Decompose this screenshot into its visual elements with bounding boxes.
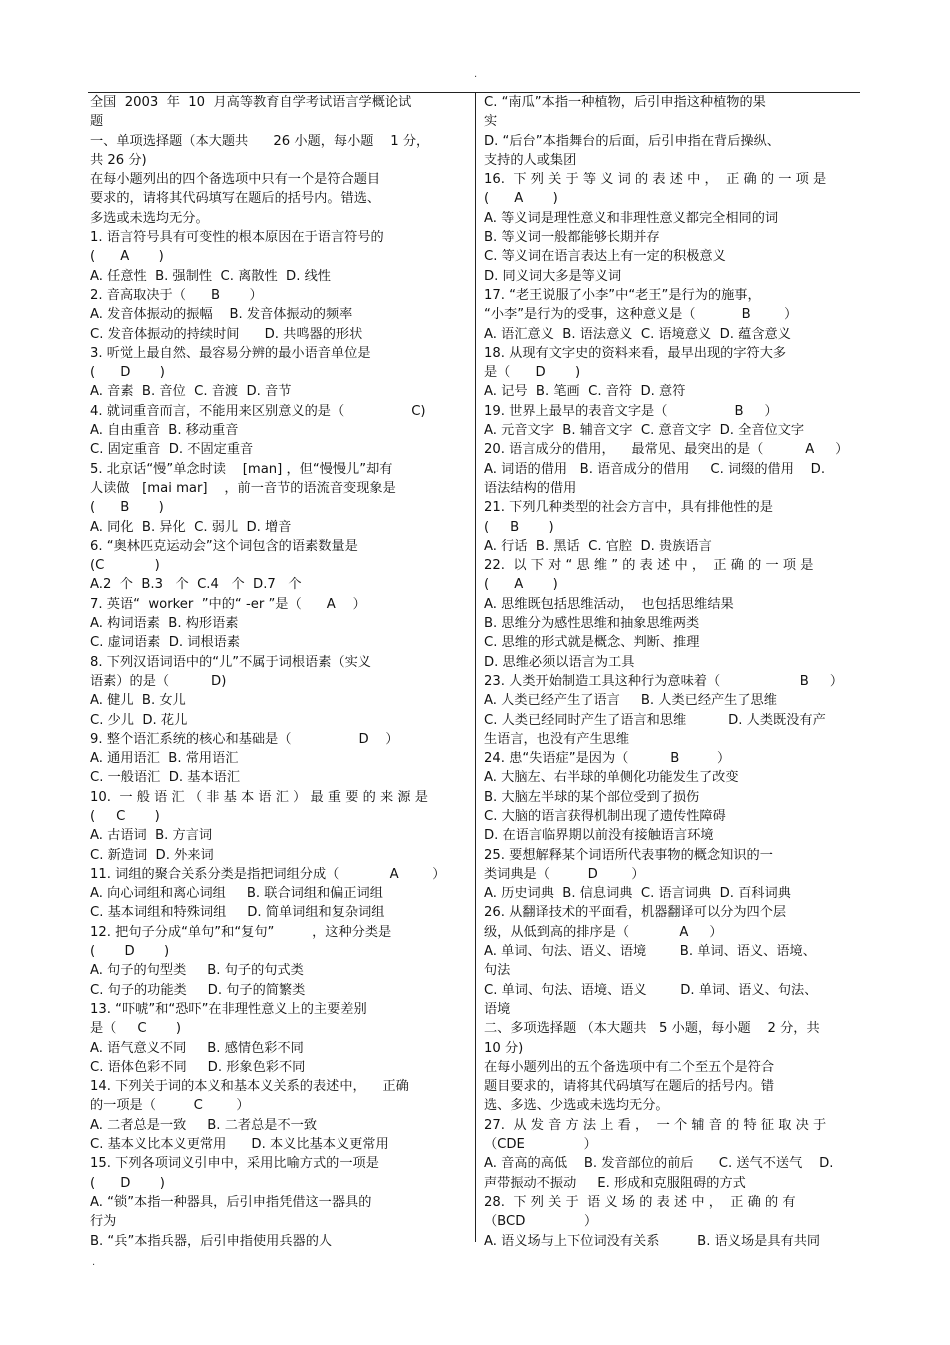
text-line: “小李”是行为的受事，这种意义是（ B ） — [484, 307, 798, 323]
text-line: 共 26 分) — [90, 152, 147, 168]
text-line: 生语言，也没有产生思维 — [484, 731, 630, 747]
text-line: C. 一般语汇 D. 基本语汇 — [90, 770, 241, 786]
text-line: 实 — [484, 114, 498, 130]
text-line: 11. 词组的聚合关系分类是指把词组分成（ A ） — [90, 866, 446, 882]
text-line: 9. 整个语汇系统的核心和基础是（ D ） — [90, 731, 399, 747]
text-line: ( C ) — [90, 808, 160, 824]
text-line: 20. 语言成分的借用， 最常见、最突出的是（ A ） — [484, 442, 849, 458]
text-line: C. 基本义比本义更常用 D. 本义比基本义更常用 — [90, 1137, 389, 1153]
text-line: A. 健儿 B. 女儿 — [90, 693, 186, 709]
text-line: 10 分) — [484, 1040, 524, 1056]
text-line: A.2 个 B.3 个 C.4 个 D.7 个 — [90, 577, 302, 593]
text-line: 13. “吓唬”和“恐吓”在非理性意义上的主要差别 — [90, 1001, 367, 1017]
text-line: 选、多选、少选或未选均无分。 — [484, 1098, 669, 1114]
text-line: ( B ) — [90, 500, 164, 516]
text-line: B. 思维分为感性思维和抽象思维两类 — [484, 616, 700, 632]
text-line: C. 新造词 D. 外来词 — [90, 847, 214, 863]
text-line: 4. 就词重音而言，不能用来区别意义的是（ C) — [90, 403, 426, 419]
text-line: 语素）的是（ D) — [90, 673, 227, 689]
text-line: 5. 北京话“慢”单念时读 [man] ，但“慢慢儿”却有 — [90, 461, 393, 477]
text-line: A. 任意性 B. 强制性 C. 离散性 D. 线性 — [90, 268, 331, 284]
text-line: D. 同义词大多是等义词 — [484, 268, 622, 284]
text-line: A. 行话 B. 黑话 C. 官腔 D. 贵族语言 — [484, 538, 712, 554]
text-line: C. 语体色彩不同 D. 形象色彩不同 — [90, 1059, 306, 1075]
text-line: 1. 语言符号具有可变性的根本原因在于语言符号的 — [90, 230, 384, 246]
text-line: C. 句子的功能类 D. 句子的简繁类 — [90, 982, 306, 998]
text-line: ( D ) — [90, 365, 165, 381]
text-line: A. 语气意义不同 B. 感情色彩不同 — [90, 1040, 304, 1056]
text-line: 6. “奥林匹克运动会”这个词包含的语素数量是 — [90, 538, 358, 554]
text-line: C. 思维的形式就是概念、判断、推理 — [484, 635, 700, 651]
text-line: ( D ) — [90, 944, 170, 960]
text-line: 26. 从翻译技术的平面看，机器翻译可以分为四个层 — [484, 905, 787, 921]
text-line: B. 大脑左半球的某个部位受到了损伤 — [484, 789, 700, 805]
text-line: B. “兵”本指兵器，后引申指使用兵器的人 — [90, 1233, 333, 1249]
text-line: C. 固定重音 D. 不固定重音 — [90, 442, 254, 458]
text-line: (C ) — [90, 558, 160, 574]
text-line: A. 人类已经产生了语言 B. 人类已经产生了思维 — [484, 693, 777, 709]
text-line: A. 句子的句型类 B. 句子的句式类 — [90, 963, 304, 979]
bottom-dot-mark: . — [92, 1257, 96, 1268]
text-line: 17. “老王说服了小李”中“老王”是行为的施事， — [484, 287, 761, 303]
text-line: （CDE ） — [484, 1137, 597, 1153]
text-line: C. 少儿 D. 花儿 — [90, 712, 188, 728]
text-line: 二、多项选择题 （本大题共 5 小题，每小题 2 分，共 — [484, 1021, 820, 1037]
text-line: A. 元音文字 B. 辅音文字 C. 意音文字 D. 全音位文字 — [484, 423, 805, 439]
text-line: 2. 音高取决于（ B ） — [90, 287, 263, 303]
text-line: C. 大脑的语言获得机制出现了遗传性障碍 — [484, 808, 726, 824]
text-line: 15. 下列各项词义引申中，采用比喻方式的一项是 — [90, 1156, 379, 1172]
text-line: 人读做 [mai mar] ，前一音节的语流音变现象是 — [90, 480, 396, 496]
top-dot-mark: . — [474, 69, 478, 80]
text-line: 级，从低到高的排序是（ A ） — [484, 924, 723, 940]
text-line: ( B ) — [484, 519, 554, 535]
text-line: A. 等义词是理性意义和非理性意义都完全相同的词 — [484, 210, 779, 226]
text-line: ( A ) — [484, 577, 558, 593]
text-line: D. 思维必须以语言为工具 — [484, 654, 635, 670]
text-line: A. 发音体振动的振幅 B. 发音体振动的频率 — [90, 307, 353, 323]
text-line: 16. 下 列 关 于 等 义 词 的 表 述 中 ， 正 确 的 一 项 是 — [484, 172, 827, 188]
text-line: 14. 下列关于词的本义和基本义关系的表述中， 正确 — [90, 1079, 409, 1095]
text-line: C. 虚词语素 D. 词根语素 — [90, 635, 241, 651]
text-line: A. 单词、句法、语义、语境 B. 单词、语义、语境、 — [484, 944, 816, 960]
text-line: 语法结构的借用 — [484, 480, 577, 496]
text-line: 23. 人类开始制造工具这种行为意味着（ B ） — [484, 673, 844, 689]
text-line: 全国 2003 年 10 月高等教育自学考试语言学概论试 — [90, 95, 412, 110]
text-line: 3. 听觉上最自然、最容易分辨的最小语音单位是 — [90, 345, 371, 361]
text-line: 19. 世界上最早的表音文字是（ B ） — [484, 403, 778, 419]
text-line: 25. 要想解释某个词语所代表事物的概念知识的一 — [484, 847, 773, 863]
text-line: C. 等义词在语言表达上有一定的积极意义 — [484, 249, 726, 265]
text-line: 是（ D ) — [484, 365, 581, 381]
text-line: 支持的人或集团 — [484, 152, 577, 168]
text-line: A. 古语词 B. 方言词 — [90, 828, 213, 844]
text-line: A. 同化 B. 异化 C. 弱儿 D. 增音 — [90, 519, 292, 535]
text-line: 27. 从 发 音 方 法 上 看 ， 一 个 辅 音 的 特 征 取 决 于 — [484, 1117, 827, 1133]
text-line: C. 单词、句法、语境、语义 D. 单词、语义、句法、 — [484, 982, 818, 998]
text-line: 10. 一 般 语 汇 （ 非 基 本 语 汇 ） 最 重 要 的 来 源 是 — [90, 789, 428, 805]
text-line: 28. 下 列 关 于 语 义 场 的 表 述 中 ， 正 确 的 有 — [484, 1194, 796, 1210]
column-divider — [475, 92, 476, 1242]
text-line: 要求的，请将其代码填写在题后的括号内。错选、 — [90, 191, 381, 207]
text-line: 24. 患“失语症”是因为（ B ） — [484, 751, 731, 767]
text-line: C. 发音体振动的持续时间 D. 共鸣器的形状 — [90, 326, 363, 342]
text-line: 的一项是（ C ） — [90, 1098, 250, 1114]
text-line: 是（ C ) — [90, 1021, 182, 1037]
text-line: 类词典是（ D ） — [484, 866, 645, 882]
text-line: 8. 下列汉语词语中的“儿”不属于词根语素（实义 — [90, 654, 371, 670]
text-line: （BCD ） — [484, 1214, 598, 1230]
text-line: D. “后台”本指舞台的后面，后引申指在背后操纵、 — [484, 133, 780, 149]
text-line: 多选或未选均无分。 — [90, 210, 209, 226]
text-line: 行为 — [90, 1214, 117, 1230]
text-line: A. 构词语素 B. 构形语素 — [90, 616, 239, 632]
text-line: A. 大脑左、右半球的单侧化功能发生了改变 — [484, 770, 739, 786]
text-line: 题目要求的，请将其代码填写在题后的括号内。错 — [484, 1079, 775, 1095]
text-line: 在每小题列出的五个备选项中有二个至五个是符合 — [484, 1059, 775, 1075]
text-line: D. 在语言临界期以前没有接触语言环境 — [484, 828, 714, 844]
text-line: 语境 — [484, 1001, 511, 1017]
text-line: 21. 下列几种类型的社会方言中，具有排他性的是 — [484, 500, 773, 516]
text-line: C. 基本词组和特殊词组 D. 简单词组和复杂词组 — [90, 905, 385, 921]
text-line: A. 音素 B. 音位 C. 音渡 D. 音节 — [90, 384, 292, 400]
text-line: 句法 — [484, 963, 511, 979]
text-line: A. 历史词典 B. 信息词典 C. 语言词典 D. 百科词典 — [484, 886, 791, 902]
text-line: A. 音高的高低 B. 发音部位的前后 C. 送气不送气 D. — [484, 1156, 834, 1172]
text-line: 一、单项选择题（本大题共 26 小题，每小题 1 分， — [90, 133, 430, 149]
text-line: ( A ) — [484, 191, 558, 207]
text-line: 12. 把句子分成“单句”和“复句” ，这种分类是 — [90, 924, 392, 940]
text-line: A. 通用语汇 B. 常用语汇 — [90, 751, 239, 767]
text-line: ( D ) — [90, 1175, 165, 1191]
text-line: A. 语汇意义 B. 语法意义 C. 语境意义 D. 蕴含意义 — [484, 326, 791, 342]
text-line: 7. 英语“ worker ”中的“ -er ”是（ A ） — [90, 596, 366, 612]
text-line: 18. 从现有文字史的资料来看，最早出现的字符大多 — [484, 345, 787, 361]
text-line: A. “锁”本指一种器具，后引申指凭借这一器具的 — [90, 1194, 372, 1210]
text-line: A. 思维既包括思维活动， 也包括思维结果 — [484, 596, 734, 612]
text-line: 在每小题列出的四个备选项中只有一个是符合题目 — [90, 172, 381, 188]
text-line: 题 — [90, 114, 104, 130]
text-line: C. 人类已经同时产生了语言和思维 D. 人类既没有产 — [484, 712, 826, 728]
left-column — [90, 93, 470, 1251]
text-line: A. 词语的借用 B. 语音成分的借用 C. 词缀的借用 D. — [484, 461, 826, 477]
text-line: B. 等义词一般都能够长期并存 — [484, 230, 660, 246]
text-line: A. 自由重音 B. 移动重音 — [90, 423, 239, 439]
text-line: A. 二者总是一致 B. 二者总是不一致 — [90, 1117, 318, 1133]
text-line: 声带振动不振动 E. 形成和克服阻碍的方式 — [484, 1175, 746, 1191]
text-line: A. 向心词组和离心词组 B. 联合词组和偏正词组 — [90, 886, 383, 902]
text-line: ( A ) — [90, 249, 164, 265]
text-line: 22. 以 下 对 “ 思 维 ” 的 表 述 中 ， 正 确 的 一 项 是 — [484, 558, 814, 574]
text-line: C. “南瓜”本指一种植物，后引申指这种植物的果 — [484, 95, 766, 110]
text-line: A. 记号 B. 笔画 C. 音符 D. 意符 — [484, 384, 686, 400]
text-line: A. 语义场与上下位词没有关系 B. 语义场是具有共同 — [484, 1233, 821, 1249]
right-column — [484, 93, 864, 1251]
